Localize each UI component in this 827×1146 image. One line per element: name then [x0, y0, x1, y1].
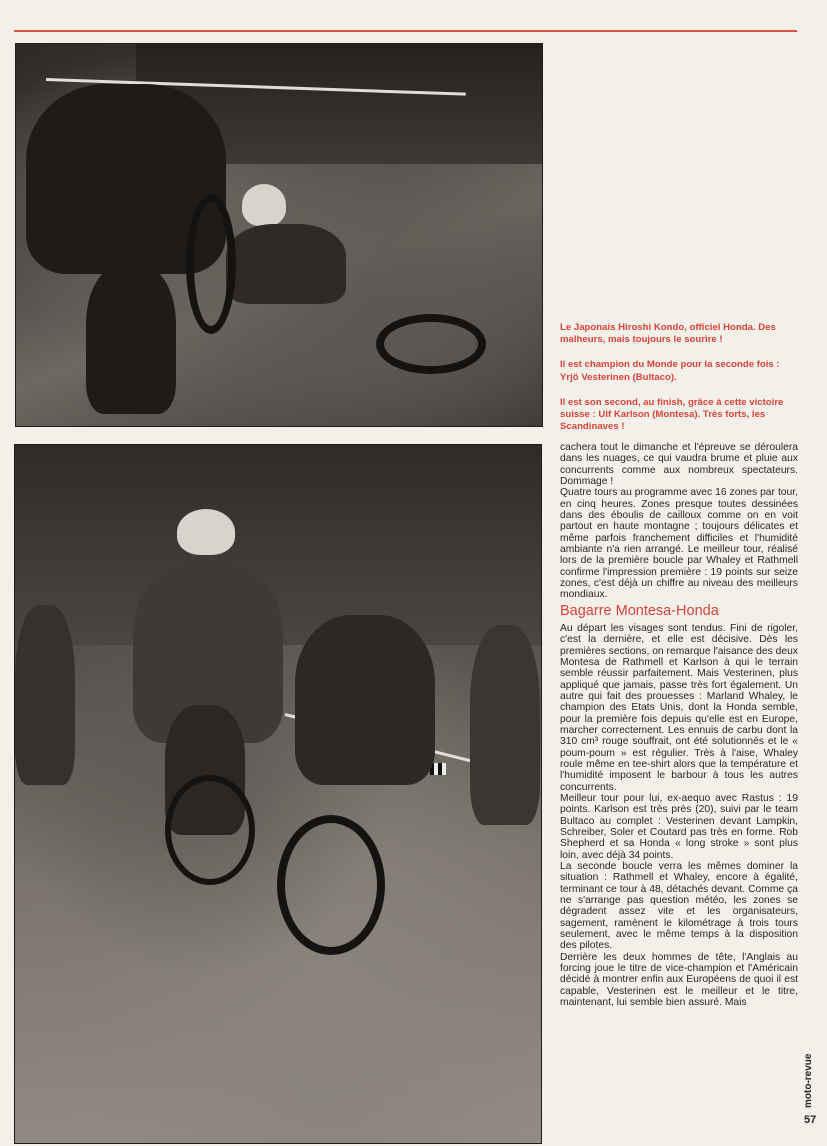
photo-rider-section: [14, 444, 542, 1144]
caption-vesterinen: Il est champion du Monde pour la seconde fois : Yrjö Vesterinen (Bultaco).: [560, 359, 780, 383]
motorcycle-rear-wheel: [165, 775, 255, 885]
magazine-brand-label: moto-revue: [803, 1053, 814, 1108]
spectator-right: [470, 625, 540, 825]
article-paragraph: cachera tout le dimanche et l'épreuve se déroulera dans les nuages, ce qui vaudra brume et pluie aux concurrents comme aux nombreux spectateurs. Dommage !: [560, 442, 798, 488]
spectator-left: [15, 605, 75, 785]
top-red-rule: [14, 30, 797, 32]
motorcycle-rear-wheel: [376, 314, 486, 374]
section-heading: Bagarre Montesa-Honda: [560, 602, 719, 619]
rider-helmet: [177, 509, 235, 555]
article-paragraph: Derrière les deux hommes de tête, l'Anglais au forcing joue le titre de vice-champion et l'Américain décidé à montrer enfin aux Européens de quoi il est capable, Vesterinen est le meilleur et le titre, maintenant, lui semble bien assuré. Mais: [560, 951, 798, 1009]
magazine-brand: [803, 1048, 823, 1108]
photo-captions: [560, 322, 800, 446]
article-paragraph: La seconde boucle verra les mêmes dominer la situation : Rathmell et Whaley, encore à égalité, terminant ce tour à 48, détachés devant. Comme ça ne s'arrange pas question météo, les zones se dégradent assez vite et les organisateurs, sagement, ramènent le kilométrage à trois tours seulement, avec le même temps à la disposition des pilotes.: [560, 861, 798, 952]
caption-karlson: Il est son second, au finish, grâce à cette victoire suisse : Ulf Karlson (Montesa). Très forts, les Scandinaves !: [560, 396, 784, 433]
motorcycle-front-wheel: [186, 194, 236, 334]
rider-helmet: [242, 184, 286, 226]
spectators-group: [295, 615, 435, 785]
official-legs: [86, 264, 176, 414]
article-column: [560, 442, 798, 1009]
page-number: 57: [804, 1114, 817, 1126]
article-paragraph: Quatre tours au programme avec 16 zones par tour, en cinq heures. Zones presque toutes dessinées dans des éboulis de cailloux comme on en voit partout en haute montagne ; toujours délicates et même parfois franchement difficiles et l'humidité ambiante n'a rien arrangé. Le meilleur tour, réalisé lors de la première boucle par Whaley et Rathmell confirme l'impression première : 19 points sur seize zones, c'est déjà un chiffre au niveau des meilleurs mondiaux.: [560, 487, 798, 601]
article-paragraph: Meilleur tour pour lui, ex-aequo avec Rastus : 19 points. Karlson est très près (20), suivi par le team Bultaco au complet : Vesterinen devant Lampkin, Schreiber, Soler et Coutard pas très en forme. Rob Shepherd et sa Honda « long stroke » sont plus loin, avec déjà 34 points.: [560, 792, 798, 861]
rider-body: [226, 224, 346, 304]
motorcycle-front-wheel: [277, 815, 385, 955]
caption-kondo: Le Japonais Hiroshi Kondo, officiel Honda. Des malheurs, mais toujours le sourire !: [560, 322, 776, 346]
article-paragraph: Au départ les visages sont tendus. Fini de rigoler, c'est la dernière, et elle est décisive. Dès les premières sections, on remarque l'aisance des deux Montesa de Rathmell et Karlson à qui le terrain semble réussir parfaitement. Mais Vesterinen, plus appliqué que jamais, passe très fort également. Un autre qui fait des prouesses : Marland Whaley, le champion des Etats Unis, dont la Honda semble, pour la première fois depuis qu'elle est en Europe, marcher correctement. Les ennuis de carbu dont la 310 cm³ rouge souffrait, ont été solutionnés et le « poum-poum » est régulier. Très à l'aise, Whaley roule même en tee-shirt alors que la température et l'humidité imposent le barbour à tous les autres concurrents.: [560, 622, 798, 793]
photo-kondo-crash: [15, 43, 543, 427]
